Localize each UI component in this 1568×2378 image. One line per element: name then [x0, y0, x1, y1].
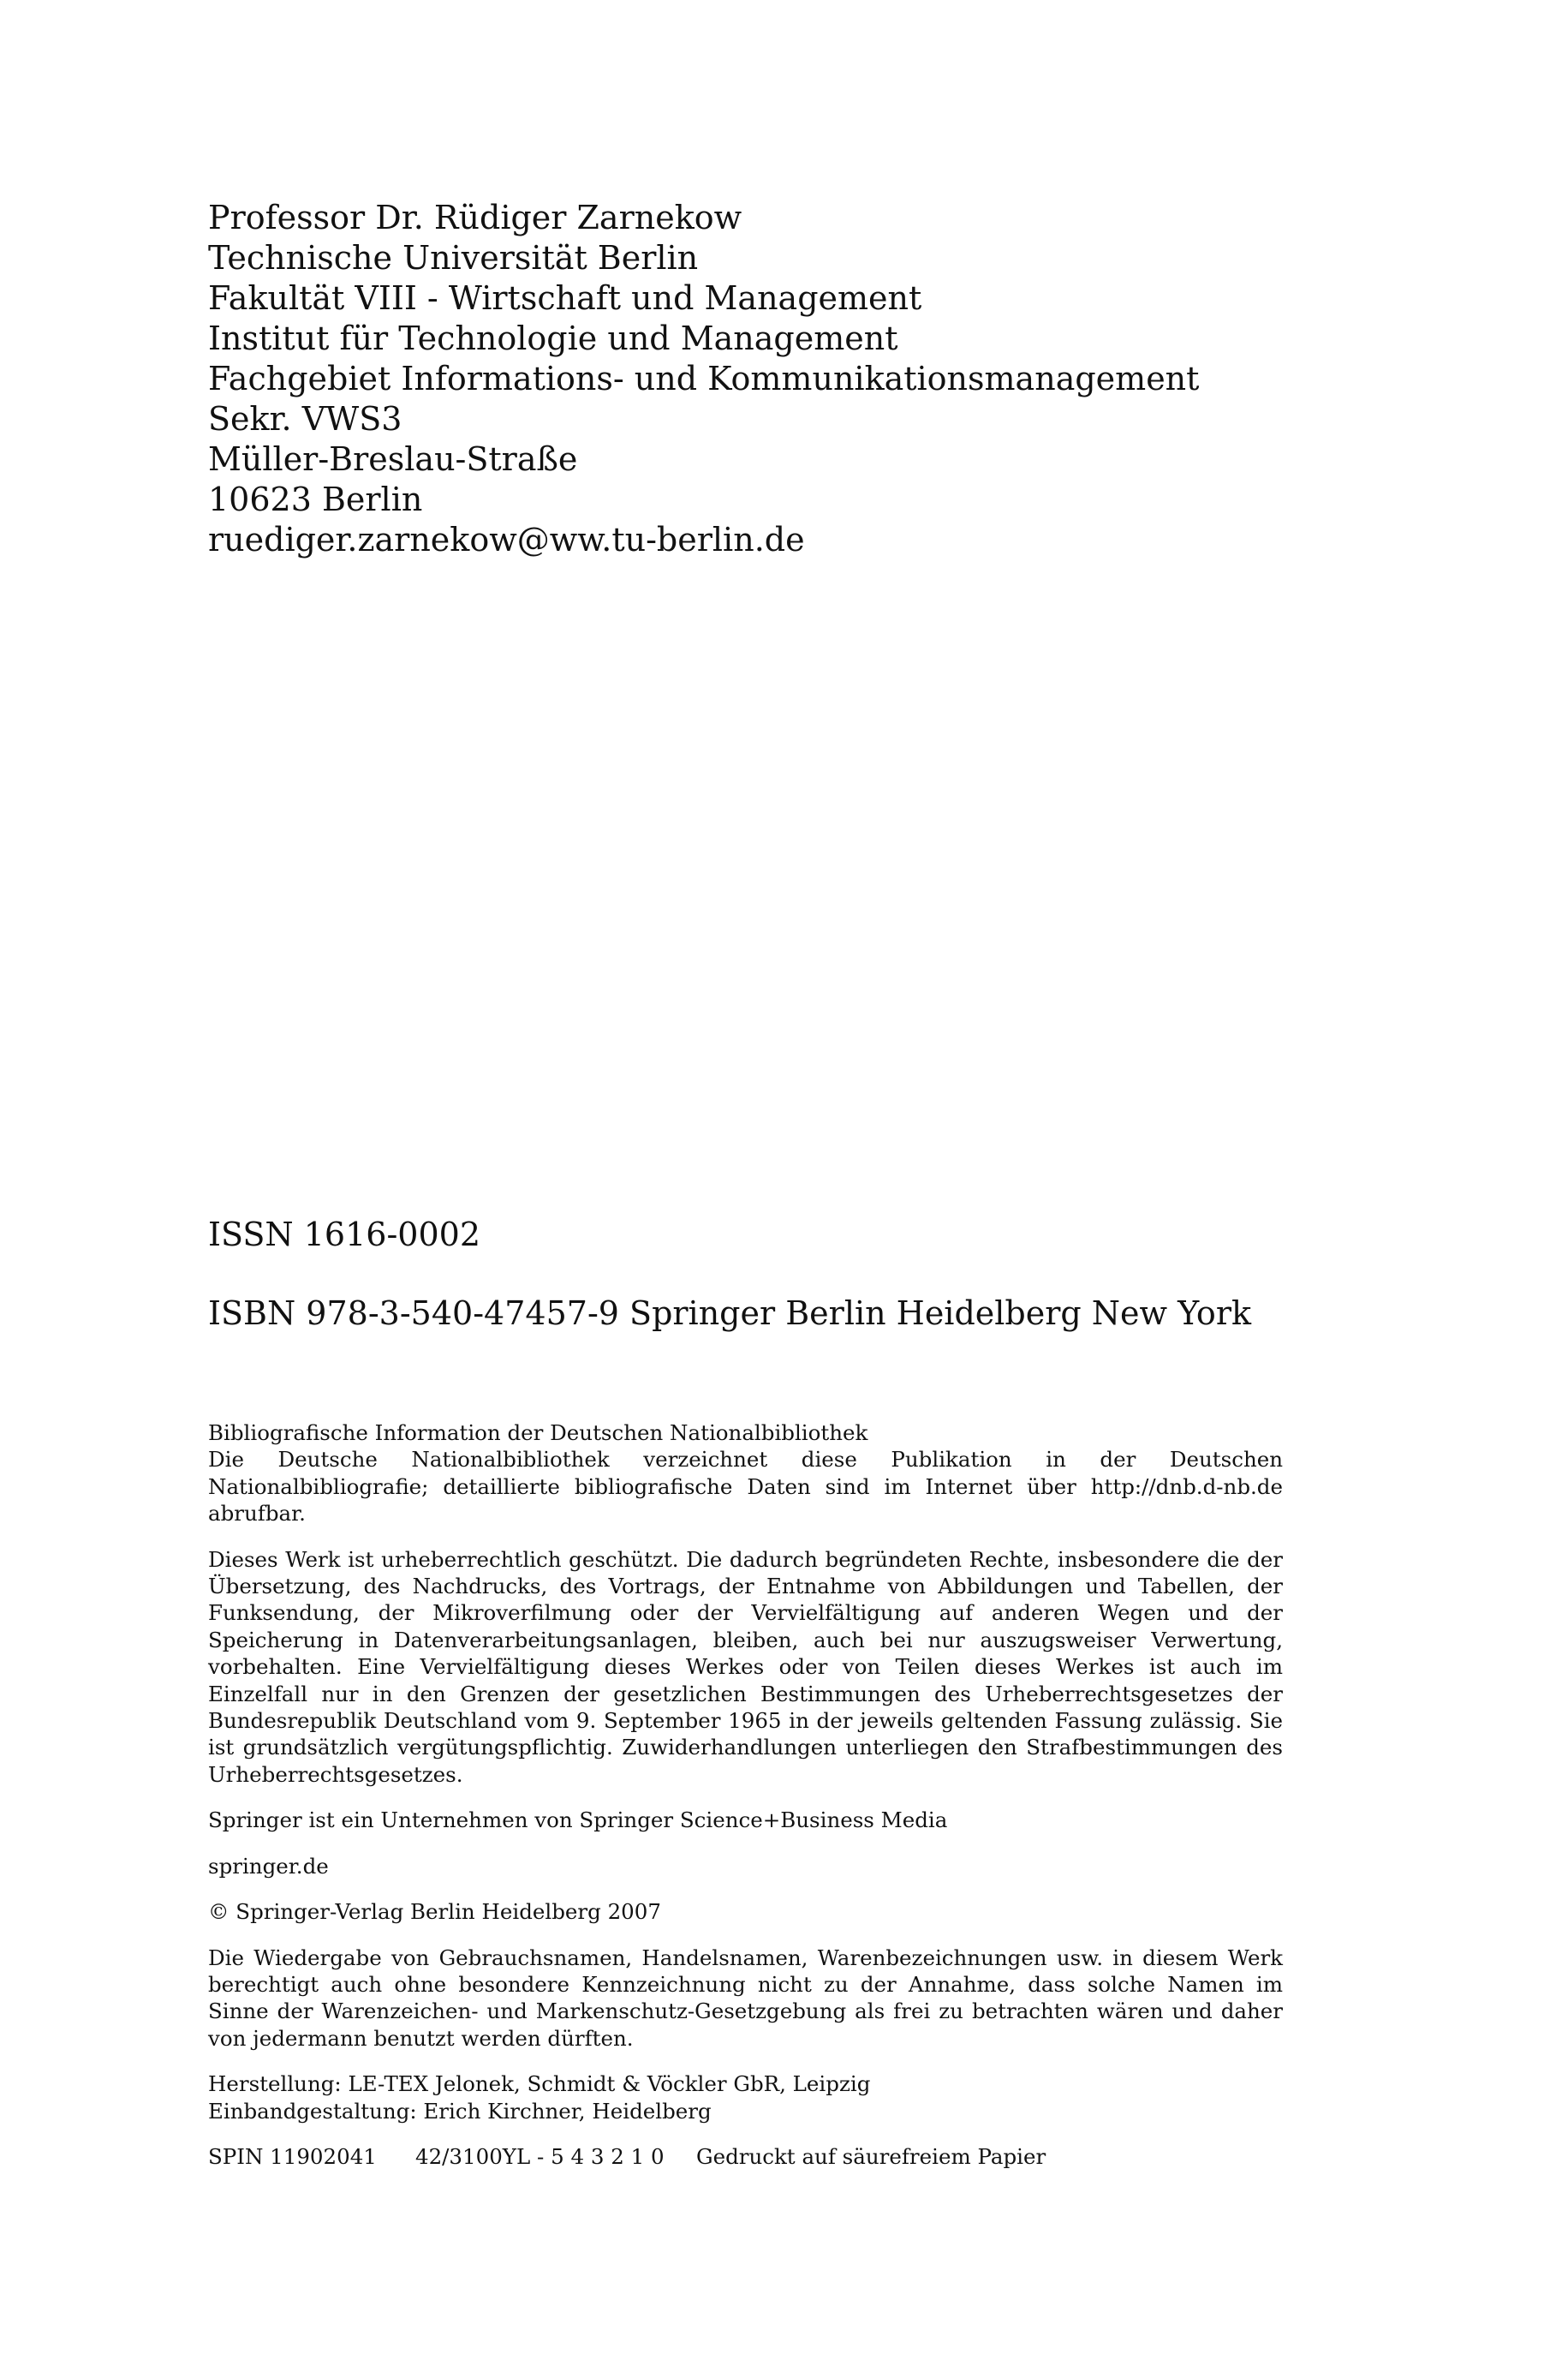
city: 10623 Berlin: [208, 481, 423, 518]
bibliographic-heading: Bibliografische Information der Deutschen Nationalbibliothek: [208, 1420, 868, 1445]
issn-isbn-block: [208, 1215, 1407, 1334]
institute: Institut für Technologie und Management: [208, 320, 898, 357]
print-code: 42/3100YL - 5 4 3 2 1 0: [415, 2143, 665, 2169]
bibliographic-body: Die Deutsche Nationalbibliothek verzeichnet diese Publikation in der Deutschen Nationalbibliografie; detaillierte bibliografische Daten sind im Internet über http://dnb.d-nb.de abrufbar.: [208, 1447, 1283, 1527]
university: Technische Universität Berlin: [208, 239, 699, 277]
email-link[interactable]: ruediger.zarnekow@ww.tu-berlin.de: [208, 521, 805, 559]
issn: ISSN 1616-0002: [208, 1216, 480, 1253]
production: Herstellung: LE-TEX Jelonek, Schmidt & Vöckler GbR, Leipzig: [208, 2071, 871, 2097]
trademark-notice: Die Wiedergabe von Gebrauchsnamen, Handelsnamen, Warenbezeichnungen usw. in diesem Werk berechtigt auch ohne besondere Kennzeichnung nicht zu der Annahme, dass solche Namen im Sinne der Warenzeichen- und Markenschutz-Gesetzgebung als frei zu betrachten wären und daher von jedermann benutzt werden dürften.: [208, 1945, 1283, 2051]
copyright-notice: Dieses Werk ist urheberrechtlich geschützt. Die dadurch begründeten Rechte, insbesondere die der Übersetzung, des Nachdrucks, des Vortrags, der Entnahme von Abbildungen und Tabellen, der Funksendung, der Mikroverfilmung oder der Vervielfältigung auf anderen Wegen und der Speicherung in Datenverarbeitungsanlagen, bleiben, auch bei nur auszugsweiser Verwertung, vorbehalten. Eine Vervielfältigung dieses Werkes oder von Teilen dieses Werkes ist auch im Einzelfall nur in den Grenzen der gesetzlichen Bestimmungen des Urheberrechtsgesetzes der Bundesrepublik Deutschland vom 9. September 1965 in der jeweils geltenden Fassung zulässig. Sie ist grundsätzlich vergütungspflichtig. Zuwiderhandlungen unterliegen den Strafbestimmungen des Urheberrechtsgesetzes.: [208, 1546, 1283, 1787]
street: Müller-Breslau-Straße: [208, 440, 578, 478]
spin-number: SPIN 11902041: [208, 2143, 377, 2169]
faculty: Fakultät VIII - Wirtschaft und Management: [208, 279, 922, 317]
department: Fachgebiet Informations- und Kommunikationsmanagement: [208, 360, 1200, 397]
bibliographic-info: [208, 1419, 1283, 1527]
publisher-note: Springer ist ein Unternehmen von Springer Science+Business Media: [208, 1807, 948, 1833]
author-address: [208, 198, 1407, 560]
isbn: ISBN 978-3-540-47457-9 Springer Berlin Heidelberg New York: [208, 1294, 1252, 1332]
production-credits: [208, 2070, 1283, 2124]
print-info-row: [208, 2143, 1283, 2170]
copyright-line: © Springer-Verlag Berlin Heidelberg 2007: [208, 1899, 661, 1925]
cover-design: Einbandgestaltung: Erich Kirchner, Heidelberg: [208, 2098, 712, 2124]
author-name: Professor Dr. Rüdiger Zarnekow: [208, 199, 742, 236]
imprint-fine-print: [208, 1419, 1283, 2170]
office: Sekr. VWS3: [208, 400, 402, 438]
website-link[interactable]: springer.de: [208, 1853, 329, 1879]
paper-note: Gedruckt auf säurefreiem Papier: [696, 2143, 1046, 2169]
